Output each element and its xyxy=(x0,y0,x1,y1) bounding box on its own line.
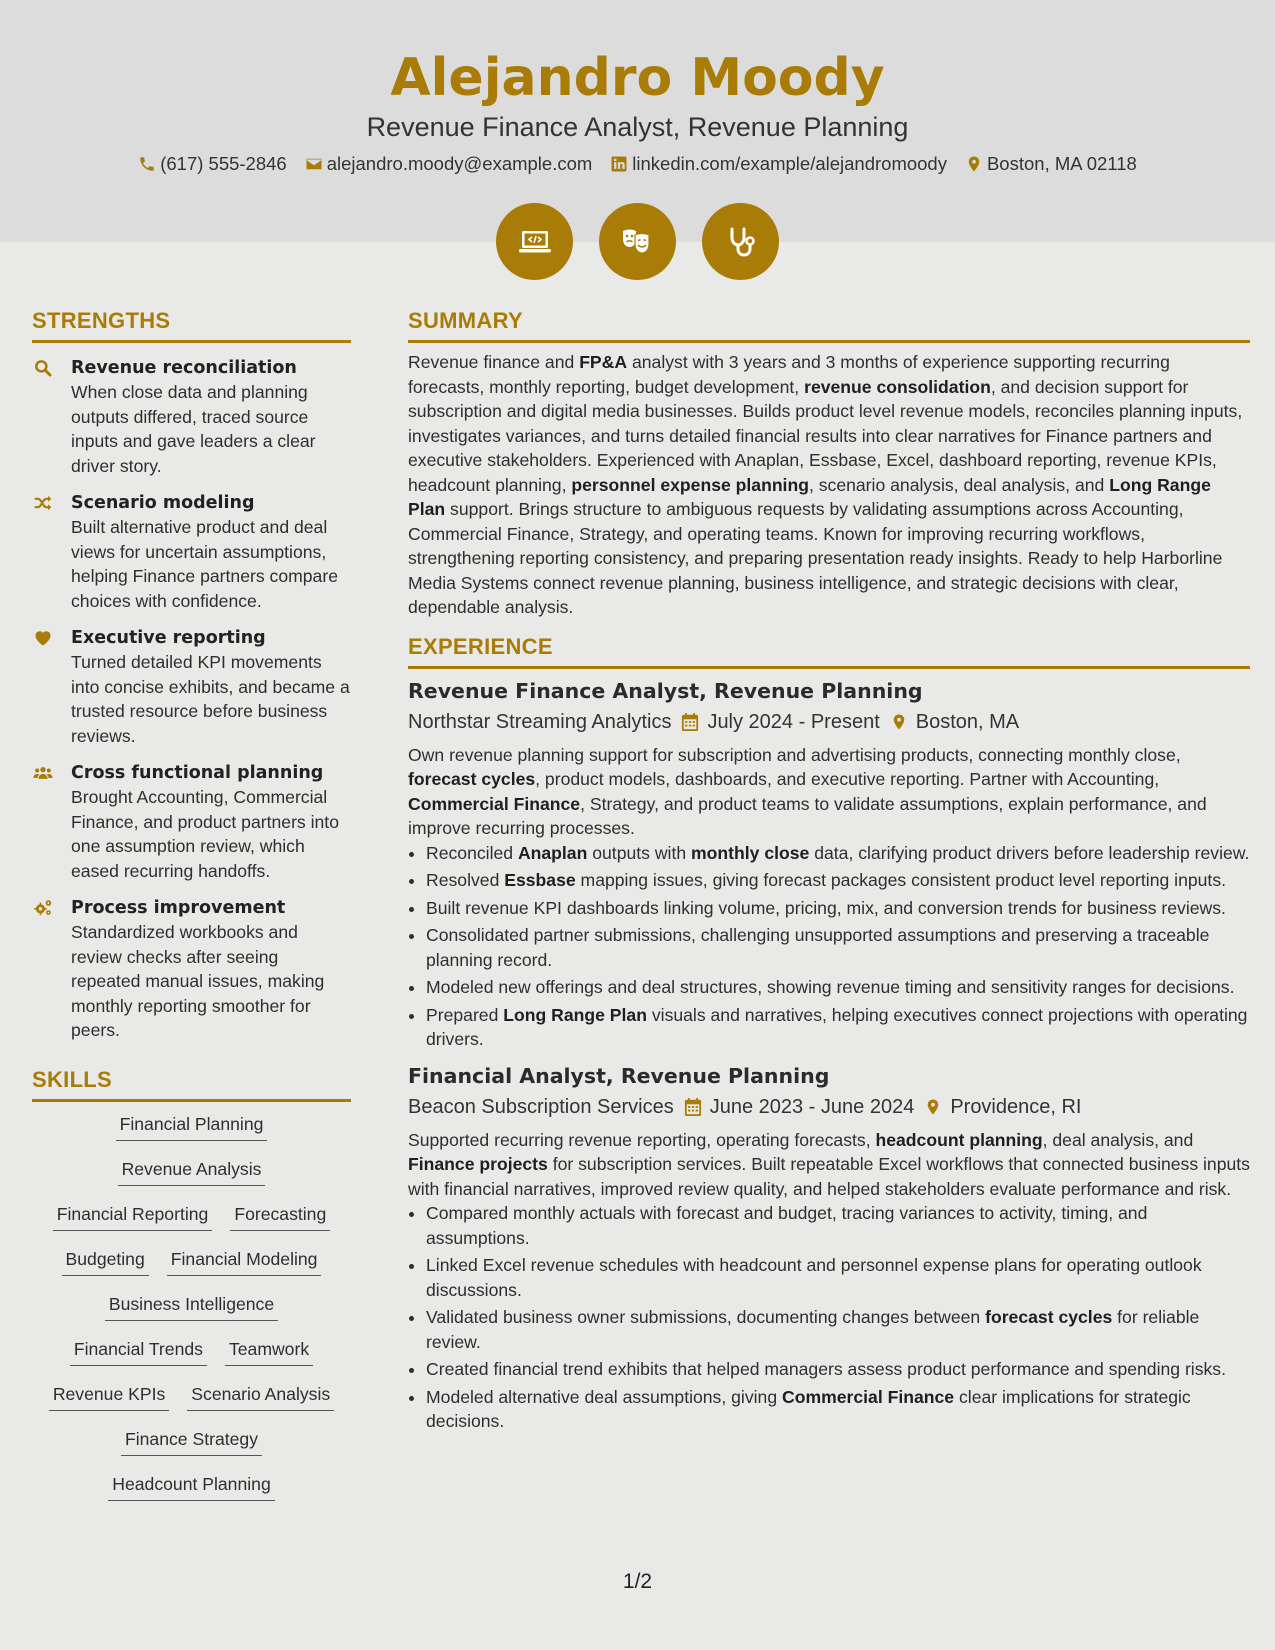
skills-heading: SKILLS xyxy=(32,1065,351,1102)
job-meta xyxy=(408,707,1250,737)
email-text: alejandro.moody@example.com xyxy=(326,153,593,174)
dates-text: June 2023 - June 2024 xyxy=(709,1095,915,1118)
contact-email[interactable] xyxy=(305,152,593,176)
strength-title: Process improvement xyxy=(71,898,286,918)
dates-text: July 2024 - Present xyxy=(707,710,880,733)
skill-tag: Teamwork xyxy=(225,1337,313,1366)
skill-tag: Financial Modeling xyxy=(167,1247,322,1276)
strength-item xyxy=(32,356,351,478)
skill-row xyxy=(32,1157,351,1202)
bullet-item xyxy=(426,975,1250,1000)
job-dates xyxy=(684,1092,915,1122)
map-pin-icon xyxy=(890,712,908,732)
text-run: Prepared xyxy=(426,1004,504,1025)
strength-desc: Standardized workbooks and review checks after seeing repeated manual issues, making monthly reporting smoother for peers. xyxy=(71,922,325,1040)
page-number: 1/2 xyxy=(622,1570,653,1593)
laptop-code-badge xyxy=(496,203,573,280)
envelope-icon xyxy=(305,155,323,173)
skill-row xyxy=(32,1337,351,1382)
job-entry xyxy=(408,1062,1250,1434)
strength-desc: Brought Accounting, Commercial Finance, and product partners into one assumption review, which eased recurring handoffs. xyxy=(71,787,339,881)
text-run: Consolidated partner submissions, challenging unsupported assumptions and preserving a traceable planning record. xyxy=(426,925,1210,970)
bullet-item xyxy=(426,1385,1250,1434)
theater-masks-badge xyxy=(599,203,676,280)
skill-row xyxy=(32,1472,351,1517)
strength-title: Cross functional planning xyxy=(71,763,324,783)
laptop-code-icon xyxy=(515,222,555,262)
company-name: Northstar Streaming Analytics xyxy=(408,710,672,733)
bold-phrase: forecast cycles xyxy=(985,1307,1113,1327)
skill-row xyxy=(32,1427,351,1472)
skill-tag: Financial Planning xyxy=(116,1112,268,1141)
text-run: Supported recurring revenue reporting, operating forecasts, xyxy=(408,1129,876,1150)
linkedin-text: linkedin.com/example/alejandromoody xyxy=(632,153,947,174)
strength-desc: Built alternative product and deal views for uncertain assumptions, helping Finance partners compare choices with confidence. xyxy=(71,517,338,611)
skill-tag: Forecasting xyxy=(230,1202,330,1231)
experience-heading: EXPERIENCE xyxy=(408,632,1250,669)
job-entry xyxy=(408,677,1250,1052)
text-run: Own revenue planning support for subscription and advertising products, connecting monthly close, xyxy=(408,744,1181,765)
strengths-heading: STRENGTHS xyxy=(32,306,351,343)
bold-phrase: Commercial Finance xyxy=(408,793,581,814)
skill-row xyxy=(32,1292,351,1337)
job-dates xyxy=(681,707,879,737)
text-run: support. Brings structure to ambiguous requests by validating assumptions across Accounting, Commercial Finance, Strategy, and operating teams. Known for improving recurring workflows, strengthening reporting consistency, and preparing presentation ready insights. Ready to help Harborline Media Systems connect revenue planning, business intelligence, and strategic decisions with clear, dependable analysis. xyxy=(408,499,1223,617)
location-text: Providence, RI xyxy=(950,1095,1082,1118)
phone-text: (617) 555-2846 xyxy=(160,153,287,174)
job-intro xyxy=(408,1128,1250,1202)
skill-row xyxy=(32,1202,351,1247)
strength-title: Revenue reconciliation xyxy=(71,358,297,378)
skill-row xyxy=(32,1112,351,1157)
skill-tag: Headcount Planning xyxy=(108,1472,274,1501)
skill-row xyxy=(32,1247,351,1292)
strength-item xyxy=(32,761,351,883)
strength-desc: When close data and planning outputs differed, traced source inputs and gave leaders a clear driver story. xyxy=(71,382,316,476)
text-run: Modeled alternative deal assumptions, giving xyxy=(426,1386,782,1407)
left-column xyxy=(32,306,351,1517)
strength-title: Executive reporting xyxy=(71,628,266,648)
text-run: Compared monthly actuals with forecast and budget, tracing variances to activity, timing, and assumptions. xyxy=(426,1203,1148,1248)
bold-phrase: Long Range Plan xyxy=(503,1004,647,1025)
contact-phone[interactable] xyxy=(138,152,287,176)
map-pin-icon xyxy=(924,1097,942,1117)
text-run: mapping issues, giving forecast packages consistent product level reporting inputs. xyxy=(575,870,1227,890)
strength-title: Scenario modeling xyxy=(71,493,255,513)
job-title: Financial Analyst, Revenue Planning xyxy=(408,1063,830,1088)
skill-tag: Revenue KPIs xyxy=(49,1382,169,1411)
phone-icon xyxy=(138,155,156,173)
calendar-icon xyxy=(681,712,699,732)
text-run: for subscription services. Built repeatable Excel workflows that connected business inputs with financial narratives, improved review quality, and helped stakeholders evaluate performance and risk. xyxy=(408,1154,1250,1199)
skill-tag: Financial Reporting xyxy=(53,1202,213,1231)
candidate-name: Alejandro Moody xyxy=(390,48,885,108)
bullet-item xyxy=(426,1003,1250,1052)
text-run: visuals and narratives, helping executives connect projections with operating drivers. xyxy=(426,1004,1248,1049)
contact-linkedin[interactable] xyxy=(610,152,947,176)
skill-tag: Finance Strategy xyxy=(121,1427,262,1456)
text-run: , Strategy, and product teams to validate assumptions, explain performance, and improve recurring processes. xyxy=(408,793,1207,838)
text-run: outputs with xyxy=(587,842,692,863)
skill-tag: Budgeting xyxy=(62,1247,149,1276)
text-run: Validated business owner submissions, documenting changes between xyxy=(426,1307,986,1327)
job-location xyxy=(924,1092,1081,1122)
bold-phrase: forecast cycles xyxy=(408,769,536,789)
text-run: Linked Excel revenue schedules with headcount and personnel expense plans for operating outlook discussions. xyxy=(426,1255,1202,1300)
bullet-item xyxy=(426,1305,1250,1354)
job-intro xyxy=(408,743,1250,841)
search-icon xyxy=(32,358,54,378)
users-icon xyxy=(32,763,54,783)
text-run: , deal analysis, and xyxy=(1042,1129,1194,1150)
bold-phrase: monthly close xyxy=(691,842,810,863)
text-run: clear implications for strategic decisions. xyxy=(426,1386,1191,1431)
text-run: data, clarifying product drivers before leadership review. xyxy=(809,842,1250,863)
skill-tag: Scenario Analysis xyxy=(187,1382,334,1411)
skill-tag: Financial Trends xyxy=(70,1337,207,1366)
text-run: analyst with 3 years and 3 months of experience supporting recurring forecasts, monthly reporting, budget development, xyxy=(408,352,1170,397)
skill-row xyxy=(32,1382,351,1427)
candidate-title: Revenue Finance Analyst, Revenue Planning xyxy=(366,112,909,142)
text-run: , scenario analysis, deal analysis, and xyxy=(808,474,1110,495)
job-bullets xyxy=(408,841,1250,1052)
skills-list xyxy=(32,1102,351,1517)
text-run: Built revenue KPI dashboards linking volume, pricing, mix, and conversion trends for business reviews. xyxy=(426,897,1226,918)
calendar-icon xyxy=(684,1097,702,1117)
summary-text xyxy=(408,350,1250,620)
stethoscope-icon xyxy=(721,222,761,262)
job-location xyxy=(890,707,1019,737)
bold-phrase: headcount planning xyxy=(875,1129,1043,1150)
location-text: Boston, MA 02118 xyxy=(986,153,1137,174)
stethoscope-badge xyxy=(702,203,779,280)
interest-badges xyxy=(0,203,1275,280)
company-name: Beacon Subscription Services xyxy=(408,1095,674,1118)
gears-icon xyxy=(32,898,54,918)
bold-phrase: Finance projects xyxy=(408,1154,548,1174)
bullet-item xyxy=(426,1201,1250,1250)
text-run: for reliable review. xyxy=(426,1307,1200,1352)
bold-phrase: FP&A xyxy=(579,352,628,372)
bold-phrase: Long Range Plan xyxy=(408,474,1211,519)
bold-phrase: Essbase xyxy=(504,870,576,890)
bullet-item xyxy=(426,923,1250,972)
linkedin-icon xyxy=(610,155,628,173)
heart-icon xyxy=(32,628,54,648)
bold-phrase: personnel expense planning xyxy=(571,474,809,495)
shuffle-icon xyxy=(32,493,54,513)
bullet-item xyxy=(426,841,1250,866)
job-bullets xyxy=(408,1201,1250,1434)
theater-masks-icon xyxy=(618,222,658,262)
text-run: , and decision support for subscription and digital media businesses. Builds product level revenue models, reconciles planning inputs, investigates variances, and turns detailed financial results into clear narratives for Finance partners and executive stakeholders. Experienced with Anaplan, Essbase, Excel, dashboard reporting, revenue KPIs, headcount planning, xyxy=(408,376,1243,495)
strength-item xyxy=(32,491,351,613)
text-run: Created financial trend exhibits that helped managers assess product performance and spending risks. xyxy=(426,1359,1226,1379)
strength-item xyxy=(32,626,351,748)
contact-bar xyxy=(0,152,1275,176)
text-run: Revenue finance and xyxy=(408,352,580,372)
bold-phrase: Commercial Finance xyxy=(782,1386,955,1407)
bullet-item xyxy=(426,1357,1250,1382)
location-text: Boston, MA xyxy=(915,710,1020,733)
contact-location xyxy=(965,152,1137,176)
text-run: , product models, dashboards, and executive reporting. Partner with Accounting, xyxy=(535,769,1160,789)
text-run: Reconciled xyxy=(426,842,518,863)
bullet-item xyxy=(426,896,1250,921)
text-run: Modeled new offerings and deal structures, showing revenue timing and sensitivity ranges for decisions. xyxy=(426,977,1235,997)
skill-tag: Business Intelligence xyxy=(105,1292,278,1321)
bold-phrase: revenue consolidation xyxy=(804,376,991,397)
bullet-item xyxy=(426,1253,1250,1302)
summary-heading: SUMMARY xyxy=(408,306,1250,343)
strength-desc: Turned detailed KPI movements into concise exhibits, and became a trusted resource before business reviews. xyxy=(71,652,350,746)
bold-phrase: Anaplan xyxy=(517,842,588,863)
map-pin-icon xyxy=(965,155,983,173)
bullet-item xyxy=(426,868,1250,893)
strength-item xyxy=(32,896,351,1043)
job-title: Revenue Finance Analyst, Revenue Planning xyxy=(408,678,923,703)
skill-tag: Revenue Analysis xyxy=(118,1157,266,1186)
job-meta xyxy=(408,1092,1250,1122)
text-run: Resolved xyxy=(426,870,505,890)
right-column xyxy=(408,306,1250,1437)
